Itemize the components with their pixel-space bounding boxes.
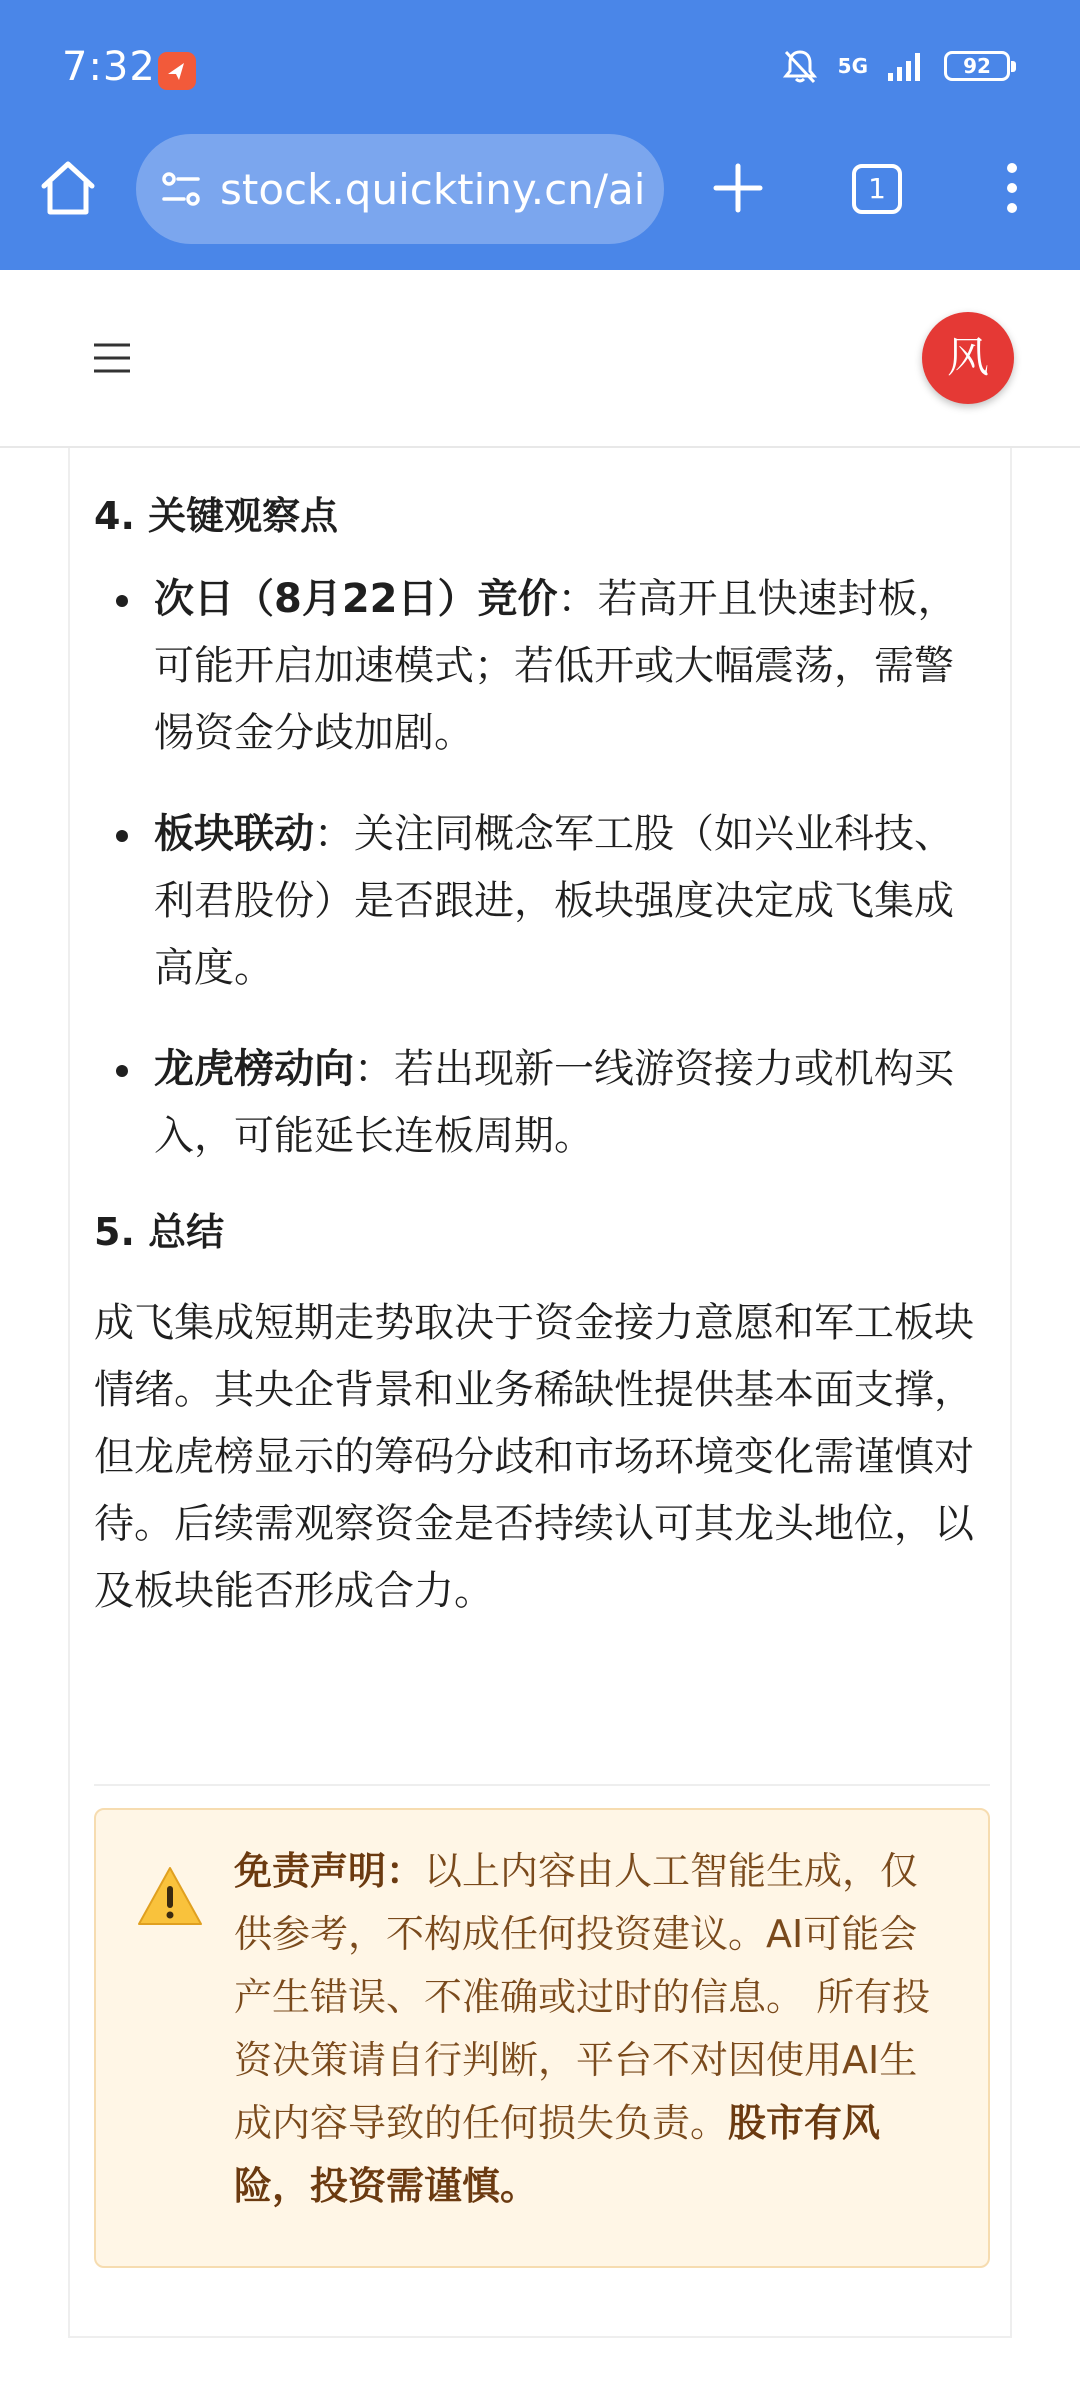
home-icon[interactable] (36, 156, 100, 220)
hamburger-menu-icon[interactable] (94, 342, 130, 374)
tab-switcher-icon[interactable] (852, 164, 902, 214)
disclaimer-body: 以上内容由人工智能生成，仅供参考，不构成任何投资建议。AI可能会产生错误、不准确或过时的信息。 所有投资决策请自行判断，平台不对因使用AI生成内容导致的任何损失负责。 (234, 1849, 931, 2145)
disclaimer-emphasis: 股市有风险，投资需谨慎。 (234, 2101, 881, 2208)
bullet-text: ：若出现新一线游资接力或机构买入，可能延长连板周期。 (154, 1046, 954, 1159)
site-header (0, 270, 1080, 448)
url-text[interactable]: stock.quicktiny.cn/ai (220, 164, 646, 214)
url-bar[interactable] (136, 134, 664, 244)
status-indicators (780, 46, 1010, 86)
network-type (837, 54, 868, 78)
disclaimer-text (234, 1840, 954, 2218)
bullet-label: 龙虎榜动向 (154, 1046, 354, 1092)
bullet-label: 板块联动 (154, 811, 314, 857)
divider (94, 1784, 990, 1786)
disclaimer-label: 免责声明： (234, 1849, 425, 1893)
bullet-text: ：若高开且快速封板，可能开启加速模式；若低开或大幅震荡，需警惕资金分歧加剧。 (154, 576, 958, 756)
list-item (94, 801, 990, 1002)
signal-icon (886, 49, 926, 83)
bullet-label: 次日（8月22日）竞价 (154, 576, 558, 622)
disclaimer-box (94, 1808, 990, 2268)
network-label: 5G (837, 54, 868, 78)
browser-chrome (0, 0, 1080, 270)
status-time: 7:32 (62, 44, 156, 90)
battery-level: 92 (963, 54, 991, 78)
list-item (94, 1036, 990, 1170)
summary-paragraph: 成飞集成短期走势取决于资金接力意愿和军工板块情绪。其央企背景和业务稀缺性提供基本面支撑，但龙虎榜显示的筹码分歧和市场环境变化需谨慎对待。后续需观察资金是否持续认可其龙头地位，以及板块能否形成合力。 (94, 1300, 974, 1614)
warning-icon (136, 1864, 204, 1928)
user-avatar[interactable]: 风 (922, 312, 1014, 404)
list-item (94, 566, 990, 767)
analysis-content (94, 448, 990, 1625)
plus-icon[interactable] (706, 156, 770, 220)
section-4-title: 4. 关键观察点 (94, 494, 339, 538)
site-info-icon[interactable] (156, 164, 206, 214)
section-5-title: 5. 总结 (94, 1210, 225, 1254)
tab-count: 1 (868, 172, 886, 205)
observation-list (94, 566, 990, 1170)
bell-muted-icon (780, 46, 820, 86)
battery-indicator (944, 51, 1010, 81)
bullet-text: ：关注同概念军工股（如兴业科技、利君股份）是否跟进，板块强度决定成飞集成高度。 (154, 811, 954, 991)
more-vert-icon[interactable] (990, 156, 1034, 220)
ai-analysis-card (68, 448, 1012, 2338)
notification-app-icon (158, 52, 196, 90)
